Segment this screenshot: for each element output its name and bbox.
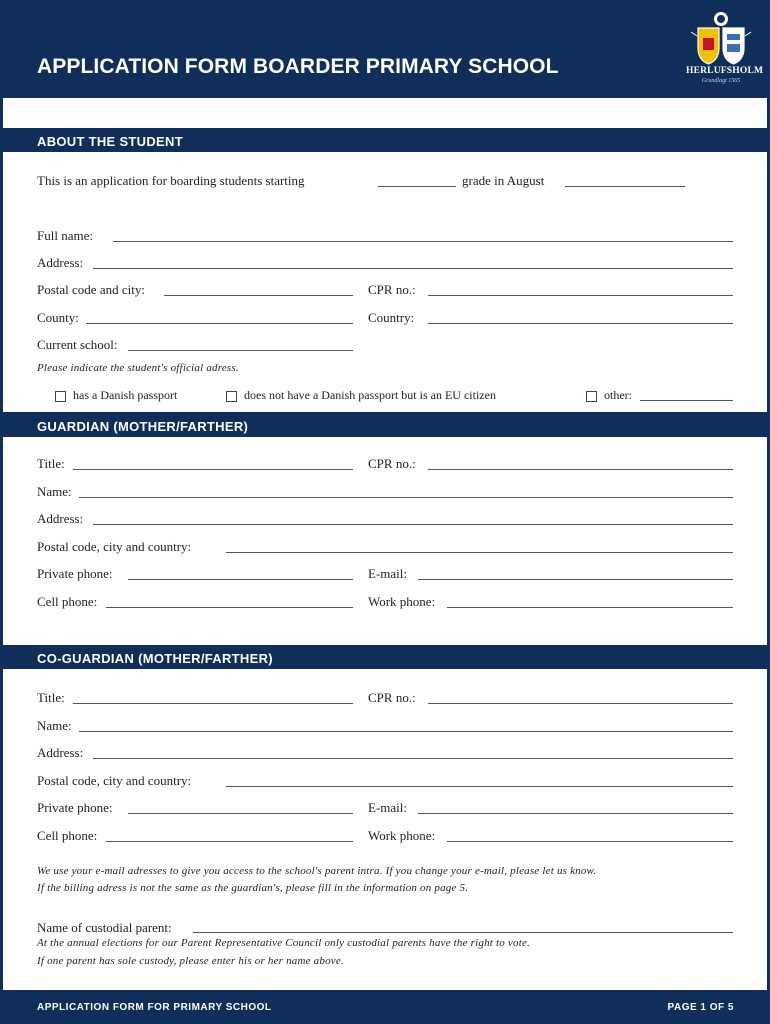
guardian-cell-phone-field[interactable]	[106, 607, 353, 608]
email-note: We use your e-mail adresses to give you access to the school's parent intra. If you change your e-mail, please let us know.	[37, 865, 597, 877]
section-header-co-guardian	[0, 647, 770, 669]
cpr-field[interactable]	[428, 295, 733, 296]
school-logo	[686, 10, 764, 88]
logo-wordmark: HERLUFSHOLM	[686, 66, 764, 76]
co-guardian-work-phone-label: Work phone:	[368, 828, 436, 843]
custodial-parent-field[interactable]	[193, 932, 733, 933]
coat-of-arms-icon	[686, 10, 756, 66]
custodial-parent-label: Name of custodial parent:	[37, 920, 172, 935]
current-school-label: Current school:	[37, 337, 118, 352]
co-guardian-cpr-label: CPR no.:	[368, 690, 416, 705]
co-guardian-address-label: Address:	[37, 745, 84, 760]
guardian-title-field[interactable]	[73, 469, 353, 470]
guardian-email-label: E-mail:	[368, 566, 407, 581]
guardian-email-field[interactable]	[418, 579, 733, 580]
guardian-name-field[interactable]	[79, 497, 733, 498]
guardian-work-phone-label: Work phone:	[368, 594, 436, 609]
co-guardian-cell-phone-field[interactable]	[106, 841, 353, 842]
page-footer	[0, 990, 770, 1024]
co-guardian-name-field[interactable]	[79, 731, 733, 732]
address-note: Please indicate the student's official adress.	[37, 362, 239, 374]
other-label: other:	[604, 388, 632, 402]
co-guardian-email-label: E-mail:	[368, 800, 407, 815]
guardian-cpr-label: CPR no.:	[368, 456, 416, 471]
guardian-cpr-field[interactable]	[428, 469, 733, 470]
full-name-field[interactable]	[113, 241, 733, 242]
section-title: CO-GUARDIAN (MOTHER/FARTHER)	[37, 651, 273, 666]
danish-passport-checkbox[interactable]	[55, 391, 66, 402]
co-guardian-private-phone-field[interactable]	[128, 813, 353, 814]
guardian-address-field[interactable]	[93, 524, 733, 525]
country-field[interactable]	[428, 323, 733, 324]
country-label: Country:	[368, 310, 415, 325]
current-school-field[interactable]	[128, 350, 353, 351]
postal-label: Postal code and city:	[37, 282, 145, 297]
guardian-private-phone-field[interactable]	[128, 579, 353, 580]
postal-field[interactable]	[164, 295, 353, 296]
co-guardian-postal-field[interactable]	[226, 786, 733, 787]
section-title: GUARDIAN (MOTHER/FARTHER)	[37, 419, 249, 434]
county-label: County:	[37, 310, 79, 325]
frame-left	[0, 98, 3, 1024]
guardian-postal-field[interactable]	[226, 552, 733, 553]
section-header-guardian	[0, 415, 770, 437]
start-year-field[interactable]	[378, 186, 456, 187]
page-header	[0, 0, 770, 98]
county-field[interactable]	[86, 323, 353, 324]
section-title: ABOUT THE STUDENT	[37, 134, 183, 149]
co-guardian-cell-phone-label: Cell phone:	[37, 828, 98, 843]
eu-citizen-checkbox[interactable]	[226, 391, 237, 402]
logo-founded: Grundlagt 1565	[701, 78, 741, 84]
other-checkbox[interactable]	[586, 391, 597, 402]
co-guardian-private-phone-label: Private phone:	[37, 800, 113, 815]
guardian-address-label: Address:	[37, 511, 84, 526]
page-title: APPLICATION FORM BOARDER PRIMARY SCHOOL	[37, 55, 559, 78]
grade-label: grade in August	[462, 173, 545, 188]
cpr-label: CPR no.:	[368, 282, 416, 297]
section-header-student	[0, 130, 770, 152]
co-guardian-cpr-field[interactable]	[428, 703, 733, 704]
co-guardian-address-field[interactable]	[93, 758, 733, 759]
guardian-private-phone-label: Private phone:	[37, 566, 113, 581]
guardian-work-phone-field[interactable]	[447, 607, 733, 608]
guardian-cell-phone-label: Cell phone:	[37, 594, 98, 609]
eu-citizen-label: does not have a Danish passport but is an EU citizen	[244, 388, 496, 402]
co-guardian-email-field[interactable]	[418, 813, 733, 814]
co-guardian-postal-label: Postal code, city and country:	[37, 773, 192, 788]
full-name-label: Full name:	[37, 228, 93, 243]
danish-passport-label: has a Danish passport	[73, 388, 178, 402]
custodial-note: At the annual elections for our Parent Representative Council only custodial parents have the right to vote.	[37, 937, 530, 949]
guardian-postal-label: Postal code, city and country:	[37, 539, 192, 554]
guardian-title-label: Title:	[37, 456, 65, 471]
billing-note: If the billing adress is not the same as the guardian's, please fill in the information on page 5.	[37, 882, 469, 894]
page-number: PAGE 1 OF 5	[667, 1002, 734, 1013]
guardian-name-label: Name:	[37, 484, 72, 499]
co-guardian-title-field[interactable]	[73, 703, 353, 704]
address-label: Address:	[37, 255, 84, 270]
co-guardian-work-phone-field[interactable]	[447, 841, 733, 842]
other-field[interactable]	[640, 400, 733, 401]
co-guardian-title-label: Title:	[37, 690, 65, 705]
footer-title: APPLICATION FORM FOR PRIMARY SCHOOL	[37, 1002, 272, 1013]
address-field[interactable]	[93, 268, 733, 269]
intro-label: This is an application for boarding students starting	[37, 173, 305, 188]
sole-custody-note: If one parent has sole custody, please enter his or her name above.	[37, 955, 344, 967]
co-guardian-name-label: Name:	[37, 718, 72, 733]
grade-field[interactable]	[565, 186, 685, 187]
